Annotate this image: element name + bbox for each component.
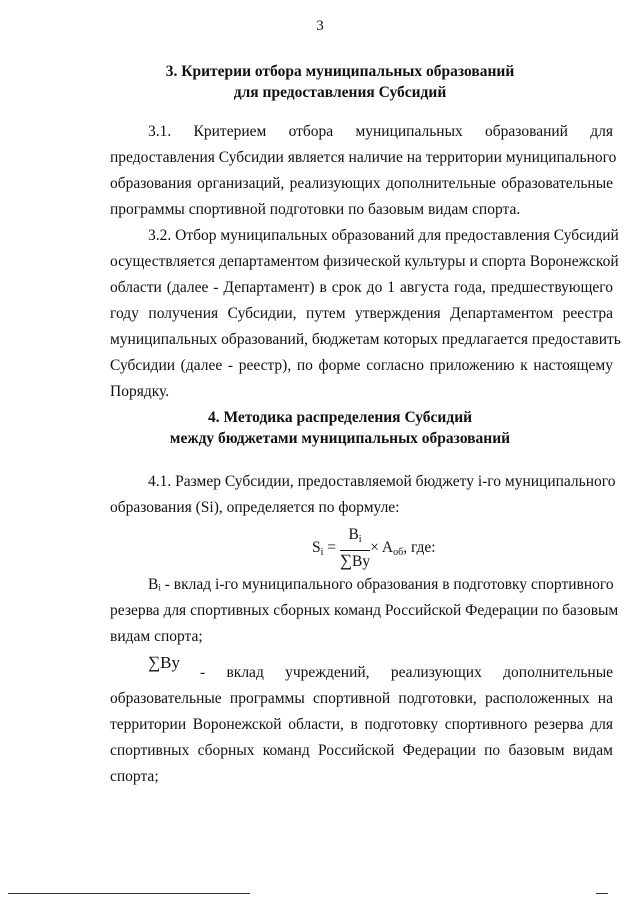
numerator-symbol: B [348,526,359,543]
paragraph-line: Субсидии (далее - реестр), по форме согласно приложению к настоящему [110,357,613,374]
paragraph-line: 3.1. Критерием отбора муниципальных образований для [148,123,613,140]
paragraph-line: образования (Si), определяется по формуле: [110,499,400,516]
page-number: 3 [316,18,324,34]
numerator-sub: i [358,534,362,545]
paragraph-line: году получения Субсидии, путем утверждения Департаментом реестра [110,305,613,322]
sum-by-definition-first-line [200,660,613,686]
paragraph-line: видам спорта; [110,628,203,645]
formula-fraction [340,525,370,572]
paragraph-line: спорта; [110,768,159,785]
section-4-heading [110,407,570,449]
paragraph-line: Bᵢ - вклад i-го муниципального образования в подготовку спортивного [148,576,614,593]
paragraph-line: программы спортивной подготовки по базовым видам спорта. [110,201,521,218]
paragraph-line: 3.2. Отбор муниципальных образований для предоставления Субсидий [148,227,619,244]
subsidy-formula [312,525,512,573]
formula-numerator [340,525,370,551]
denominator-symbol: By [352,553,371,570]
section-3-heading-line-2: для предоставления Субсидий [233,84,447,101]
paragraph-line: 4.1. Размер Субсидии, предоставляемой бюджету i-го муниципального [148,473,616,490]
bi-definition [110,572,619,650]
paragraph-line: спортивных сборных команд Российской Федерации по базовым видам [110,742,613,759]
section-3-heading-line-1: 3. Критерии отбора муниципальных образований [165,63,515,80]
footer-tick-mark [596,893,608,894]
section-4-heading-line-1: 4. Методика распределения Субсидий [207,409,473,426]
paragraph-line: осуществляется департаментом физической культуры и спорта Воронежской [110,253,619,270]
section-3-heading [110,61,570,103]
paragraph-line: резерва для спортивных сборных команд Российской Федерации по базовым [110,602,619,619]
formula-factor: A [381,539,394,557]
paragraph-3-1 [110,119,617,223]
section-4-heading-line-2: между бюджетами муниципальных образований [169,430,511,447]
paragraph-line: образовательные программы спортивной подготовки, расположенных на [110,690,613,707]
sum-by-definition [110,686,613,790]
formula-equals: = [327,539,337,557]
paragraph-3-2 [110,223,621,405]
formula-times: × [370,539,379,557]
paragraph-line: предоставления Субсидии является наличие на территории муниципального [110,149,617,166]
paragraph-line: Порядку. [110,383,170,400]
formula-factor-sub: об [393,547,404,559]
footer-rule [8,893,250,894]
paragraph-line: образования организаций, реализующих дополнительные образовательные [110,175,613,192]
paragraph-line: территории Воронежской области, в подготовку спортивного резерва для [110,716,613,733]
formula-denominator [340,551,370,572]
paragraph-line: - вклад учреждений, реализующих дополнительные [200,664,613,681]
formula-tail: , где: [403,539,436,557]
sum-by-symbol: ∑By [148,653,180,672]
formula-lhs-sub: i [320,547,324,559]
paragraph-line: муниципальных образований, бюджетам которых предлагается предоставить [110,331,621,348]
paragraph-line: области (далее - Департамент) в срок до 1 августа года, предшествующего [110,279,613,296]
sum-symbol: ∑ [339,551,353,570]
paragraph-4-1 [110,469,616,521]
formula-lhs: S [312,539,321,557]
